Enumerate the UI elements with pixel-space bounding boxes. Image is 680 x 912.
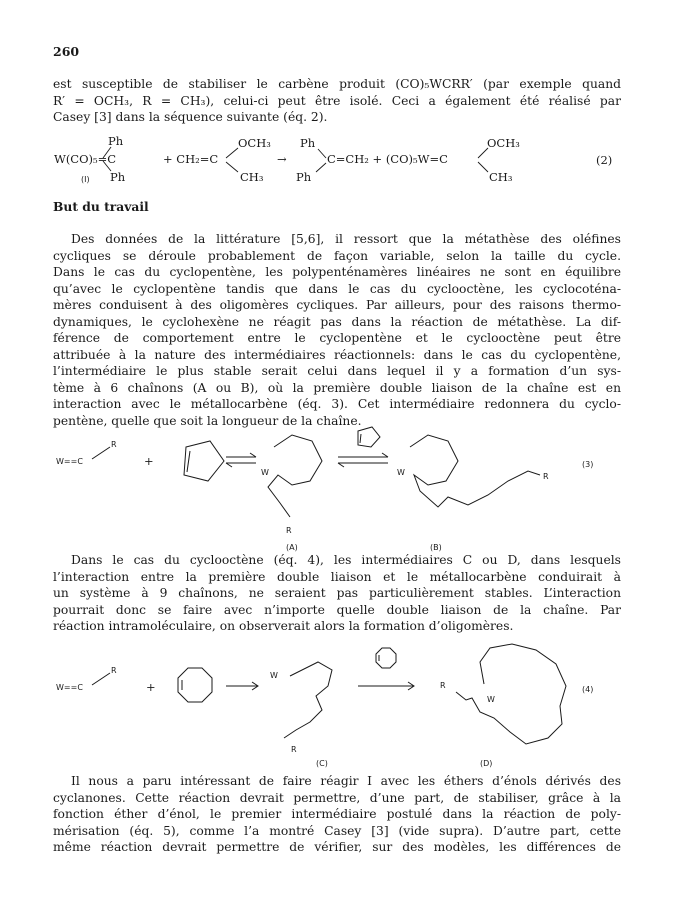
text-line: Il nous a paru intéressant de faire réagir I avec les éthers d’énols dérivés des — [71, 774, 621, 788]
page-number: 260 — [53, 44, 80, 59]
eq4-r-top: R — [111, 666, 117, 675]
eq2-label-I: (I) — [81, 175, 90, 184]
paragraph-3 — [53, 773, 621, 856]
text-line: Dans le cas du cyclooctène (éq. 4), les intermédiaires C ou D, dans lesquels — [71, 553, 621, 567]
cyclopentene-small — [358, 427, 380, 447]
eq3-w-carbene: W==C — [56, 457, 83, 466]
text-line: mères conduisent à des oligomères cycliques. Par ailleurs, pour des raisons thermo- — [53, 298, 621, 312]
eq2-plus-ethylene: + CH₂=C — [163, 152, 219, 166]
eq3-r-top: R — [111, 440, 117, 449]
intermediate-c — [284, 662, 332, 738]
text-line: R′ = OCH₃, R = CH₃), celui-ci peut être isolé. Ceci a également été réalisé par — [53, 93, 621, 108]
eq4-label-d: (D) — [480, 759, 493, 768]
text-line: l’intermédiaire le plus stable serait celui dans lequel il y a formation d’un sys- — [53, 364, 621, 378]
text-line: férence de comportement entre le cyclopentène et le cyclooctène peut être — [53, 331, 621, 345]
text-line: cyclanones. Cette réaction devrait permettre, d’une part, de stabiliser, grâce à la — [53, 790, 621, 805]
eq2-och3-right: OCH₃ — [487, 136, 520, 150]
equation-2 — [0, 134, 680, 194]
eq3-label-a: (A) — [286, 543, 298, 552]
eq2-ph-right-top: Ph — [300, 136, 316, 150]
intro-paragraph — [53, 76, 621, 126]
eq3-w-b: W — [397, 468, 405, 477]
cyclooctene-ring — [178, 668, 212, 702]
eq2-ph-top: Ph — [108, 134, 124, 148]
text-line: Des données de la littérature [5,6], il ressort que la métathèse des oléfines — [71, 232, 621, 246]
eq3-w-a: W — [261, 468, 269, 477]
eq3-r-a: R — [286, 526, 292, 535]
eq2-ph-right-bottom: Ph — [296, 170, 312, 184]
eq2-product: C=CH₂ + (CO)₅W=C — [327, 152, 448, 166]
text-line: est susceptible de stabiliser le carbène produit (CO)₅WCRR′ (par exemple quand — [53, 77, 621, 91]
cyclopentene-ring — [184, 441, 224, 481]
text-line: Dans le cas du cyclopentène, les polypenténamères linéaires ne sont en équilibre — [53, 265, 621, 279]
eq4-number: (4) — [582, 685, 594, 694]
eq4-w-carbene: W==C — [56, 683, 83, 692]
eq4-r-c: R — [291, 745, 297, 754]
eq4-label-c: (C) — [316, 759, 328, 768]
text-line: mérisation (éq. 5), comme l’a montré Casey [3] (vide supra). D’autre part, cette — [53, 823, 621, 838]
eq2-ph-bottom: Ph — [110, 170, 126, 184]
text-line: un système à 9 chaînons, ne seraient pas particulièrement stables. L’interaction — [53, 586, 621, 600]
eq3-plus: + — [144, 454, 154, 468]
paragraph-1 — [53, 231, 621, 429]
eq2-ch3-right: CH₃ — [489, 170, 513, 184]
text-line: Casey [3] dans la séquence suivante (éq. 2). — [53, 110, 328, 124]
text-line: cycliques se déroule probablement de façon variable, selon la taille du cycle. — [53, 248, 621, 263]
eq3-label-b: (B) — [430, 543, 442, 552]
intermediate-d — [456, 644, 566, 744]
equation-3 — [0, 425, 680, 555]
eq4-r-d: R — [440, 681, 446, 690]
text-line: dynamiques, le cyclohexène ne réagit pas dans la réaction de métathèse. La dif- — [53, 314, 621, 329]
paragraph-2 — [53, 552, 621, 635]
eq4-plus: + — [146, 680, 156, 694]
eq4-w-c: W — [270, 671, 278, 680]
text-line: fonction éther d’énol, le premier intermédiaire postulé dans la réaction de poly- — [53, 807, 621, 821]
eq2-number: (2) — [596, 153, 613, 167]
eq2-arrow: → — [277, 152, 287, 166]
text-line: qu’avec le cyclopentène tandis que dans le cas du cyclooctène, les cyclocoténa- — [53, 281, 621, 296]
text-line: pentène, quelle que soit la longueur de la chaîne. — [53, 413, 362, 428]
eq3-number: (3) — [582, 460, 594, 469]
eq2-ch3-left: CH₃ — [240, 170, 264, 184]
intermediate-a — [268, 435, 322, 517]
equation-4 — [0, 640, 680, 770]
text-line: réaction intramoléculaire, on observerait alors la formation d’oligomères. — [53, 619, 514, 633]
text-line: l’interaction entre la première double liaison et le métallocarbène conduirait à — [53, 569, 621, 584]
eq3-r-b: R — [543, 472, 549, 481]
text-line: pourrait donc se faire avec n’importe quelle double liaison de la chaîne. Par — [53, 602, 621, 617]
text-line: attribuée à la nature des intermédiaires réactionnels: dans le cas du cyclopentène, — [53, 347, 621, 362]
text-line: tème à 6 chaînons (A ou B), où la première double liaison de la chaîne est en — [53, 380, 621, 395]
intermediate-b — [410, 435, 540, 507]
eq2-och3-left: OCH₃ — [238, 136, 271, 150]
text-line: même réaction devrait permettre de vérifier, sur des modèles, les différences de — [53, 840, 621, 854]
text-line: interaction avec le métallocarbène (éq. 3). Cet intermédiaire redonnera du cyclo- — [53, 397, 621, 411]
eq2-reactant1: W(CO)₅=C — [54, 152, 117, 166]
eq4-w-d: W — [487, 695, 495, 704]
section-heading: But du travail — [53, 199, 149, 214]
